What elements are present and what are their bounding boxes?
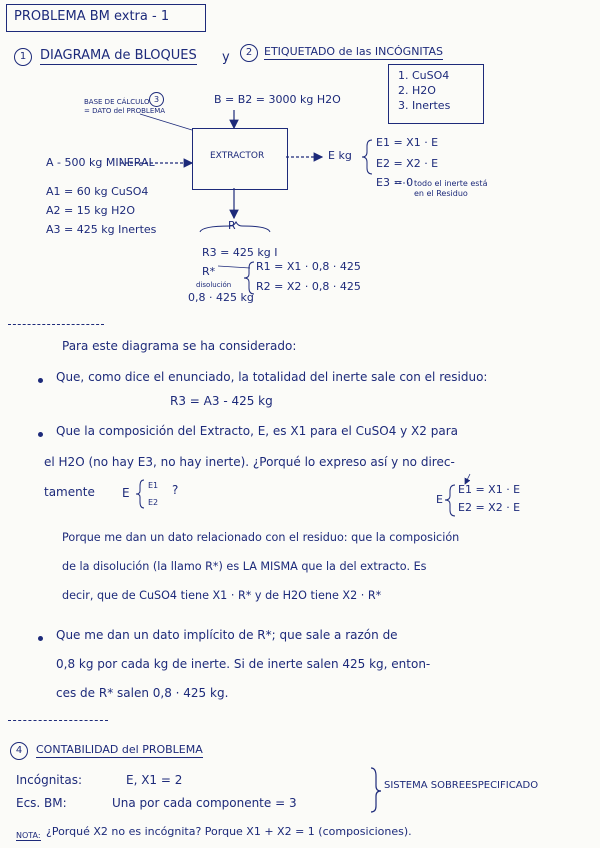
stream-a-label: A - 500 kg MINERAL: [46, 156, 155, 169]
stream-a1: A1 = 60 kg CuSO4: [46, 185, 149, 198]
bullet-1-line1: Que, como dice el enunciado, la totalidad del inerte sale con el residuo:: [56, 370, 488, 384]
stream-e2: E2 = X2 · E: [376, 157, 439, 170]
section-title-conj: y: [222, 50, 230, 65]
stream-e3-note2: en el Residuo: [414, 189, 468, 198]
base-note-line2: = DATO del PROBLEMA: [84, 107, 166, 115]
base-note-line1: BASE DE CÁLCULO: [84, 98, 150, 106]
equations-label: Ecs. BM:: [16, 796, 67, 810]
legend-item-h2o: 2. H2O: [398, 84, 436, 97]
stream-a3: A3 = 425 kg Inertes: [46, 223, 157, 236]
bullet-1-eq: R3 = A3 - 425 kg: [170, 394, 273, 408]
r12-brace: [244, 262, 254, 294]
side-e-label: E: [436, 493, 443, 506]
stream-rstar: R*: [202, 265, 216, 278]
stream-rstar-val: 0,8 · 425 kg: [188, 291, 254, 304]
legend-item-inertes: 3. Inertes: [398, 99, 451, 112]
divider-bottom: [8, 720, 108, 721]
bullet-2-question: ?: [172, 483, 179, 497]
bullet-2-e1: E1: [148, 481, 159, 490]
note-text: ¿Porqué X2 no es incógnita? Porque X1 + X2 = 1 (composiciones).: [46, 825, 412, 838]
legend-item-cuso4: 1. CuSO4: [398, 69, 450, 82]
bullet-2-e-open: E: [122, 486, 130, 500]
step-number-4: 4: [10, 742, 28, 760]
bullet-2-e2: E2: [148, 498, 159, 507]
step-number-3: 3: [149, 92, 164, 107]
step-number-2: 2: [240, 44, 258, 62]
extractor-label: EXTRACTOR: [210, 151, 265, 161]
stream-r3: R3 = 425 kg I: [202, 246, 278, 259]
bullet-3: [38, 636, 43, 641]
side-e-brace: [445, 485, 455, 516]
stream-b-label: B = B2 = 3000 kg H2O: [214, 93, 341, 106]
b2-e-brace: [136, 480, 144, 508]
rstar-pointer: [218, 266, 250, 268]
stream-r1: R1 = X1 · 0,8 · 425: [256, 260, 361, 273]
divider-top: [8, 324, 104, 325]
e-brace: [362, 140, 372, 174]
stream-e3-note1: todo el inerte está: [414, 179, 488, 188]
section-title-labels: ETIQUETADO de las INCÓGNITAS: [264, 45, 444, 58]
bullet-3-line3: ces de R* salen 0,8 · 425 kg.: [56, 686, 229, 700]
stream-e-label: E kg: [328, 149, 352, 162]
paragraph-line3: decir, que de CuSO4 tiene X1 · R* y de H2O tiene X2 · R*: [62, 589, 382, 602]
section-title-accounting: CONTABILIDAD del PROBLEMA: [36, 743, 203, 756]
side-e1: E1 = X1 · E: [458, 483, 521, 496]
section-title-diagram: DIAGRAMA de BLOQUES: [40, 48, 197, 63]
bullet-2-line2: el H2O (no hay E3, no hay inerte). ¿Porqué lo expreso así y no direc-: [44, 455, 455, 469]
note-label: NOTA:: [16, 831, 41, 840]
unknowns-value: E, X1 = 2: [126, 773, 183, 787]
stream-disolucion: disolución: [196, 281, 232, 289]
paragraph-line1: Porque me dan un dato relacionado con el residuo: que la composición: [62, 531, 460, 544]
bullet-2: [38, 432, 43, 437]
bullet-3-line2: 0,8 kg por cada kg de inerte. Si de inerte salen 425 kg, enton-: [56, 657, 431, 671]
step-number-1: 1: [14, 48, 32, 66]
bullet-3-line1: Que me dan un dato implícito de R*; que sale a razón de: [56, 628, 398, 642]
paragraph-line2: de la disolución (la llamo R*) es LA MISMA que la del extracto. Es: [62, 560, 427, 573]
bullet-1: [38, 378, 43, 383]
stream-e1: E1 = X1 · E: [376, 136, 439, 149]
base-note-arrow: [140, 114, 192, 130]
bullet-2-line1: Que la composición del Extracto, E, es X1 para el CuSO4 y X2 para: [56, 424, 458, 438]
stream-e3: E3 = 0: [376, 176, 414, 189]
body-intro: Para este diagrama se ha considerado:: [62, 339, 297, 353]
page-title: PROBLEMA BM extra - 1: [14, 9, 170, 24]
stream-r-label: R: [228, 219, 236, 232]
system-label: SISTEMA SOBREESPECIFICADO: [384, 780, 539, 791]
equations-value: Una por cada componente = 3: [112, 796, 297, 810]
bullet-2-line3: tamente: [44, 485, 95, 499]
system-brace: [371, 768, 381, 812]
unknowns-label: Incógnitas:: [16, 773, 82, 787]
side-e2: E2 = X2 · E: [458, 501, 521, 514]
stream-r2: R2 = X2 · 0,8 · 425: [256, 280, 361, 293]
stream-a2: A2 = 15 kg H2O: [46, 204, 136, 217]
